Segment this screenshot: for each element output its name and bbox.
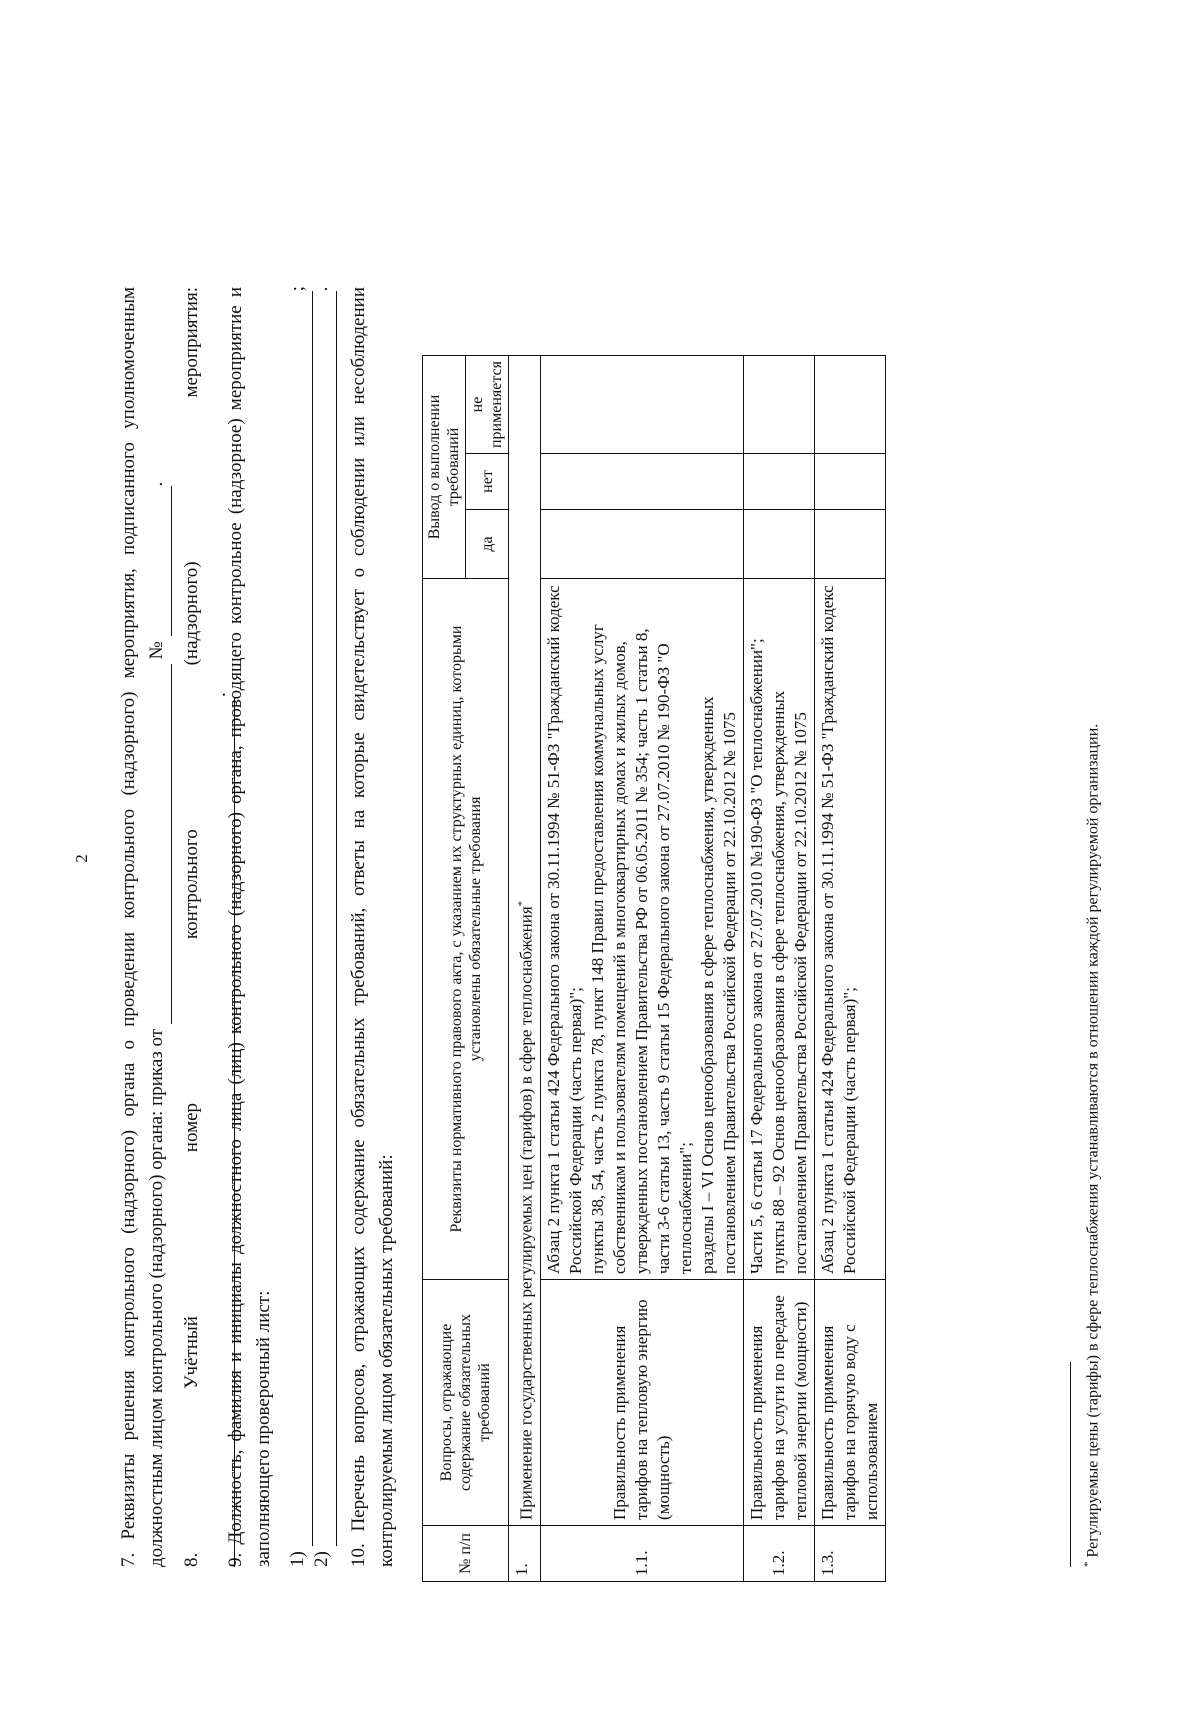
section-title-cell [509, 355, 541, 1525]
row-1-3-no-cell[interactable] [814, 454, 885, 510]
row-1-1-num: 1.1. [540, 1526, 743, 1582]
row-1-1-yes-cell[interactable] [540, 510, 743, 579]
row-1-1-ref-1: Абзац 2 пункта 1 статьи 424 Федерального закона от 30.11.1994 № 51-ФЗ "Гражданский кодекс Российской Федерации (часть первая)"; [543, 585, 585, 1274]
item-8-paragraph: 8. Учётный номер контрольного (надзорного) мероприятия: . [178, 287, 235, 1567]
row-1-2-yes-cell[interactable] [743, 510, 814, 579]
official-line-2: 2) . [308, 287, 337, 1567]
row-1-1-question: Правильность применения тарифов на тепловую энергию (мощность) [540, 1280, 743, 1526]
row-1-3-reference [814, 579, 885, 1280]
official-line-1: 1) ; [284, 286, 313, 1567]
row-1-2-no-cell[interactable] [743, 454, 814, 510]
footnote-mark: * [1082, 1561, 1094, 1567]
row-1-1-ref-2: пункты 38, 54, часть 2 пункта 78, пункт 148 Правил предоставления коммунальных услуг собственникам и пользователям помещений в многоквартирных домах и жилых домов, утвержденных постановлением Правительства РФ от 06.05.2011 № 354; часть 1 статьи 8, части 3-6 статьи 13, часть 9 статьи 15 Федерального закона от 27.07.2010 № 190-ФЗ "О теплоснабжении"; [587, 624, 695, 1274]
row-1-3-question: Правильность применения тарифов на горячую воду с использованием [814, 1280, 885, 1526]
header-question: Вопросы, отражающие содержание обязательных требований [423, 1280, 509, 1526]
row-1-2-ref-1: Части 5, 6 статьи 17 Федерального закона от 27.07.2010 №190-ФЗ "О теплоснабжении"; [746, 638, 766, 1274]
order-number-label: № [146, 641, 167, 660]
section-footnote-mark: * [516, 900, 528, 907]
official-line-1-label: 1) [287, 1551, 308, 1567]
table-row [814, 355, 885, 1581]
footnote-separator [1070, 1362, 1071, 1567]
item-10-text: 10. Перечень вопросов, отражающих содержание обязательных требований, ответы на которые свидетельствует о соблюдении или несоблюдении контролируемым лицом обязательных требований: [348, 287, 397, 1567]
item-9-text: 9. Должность, фамилия и инициалы должностного лица (лиц) контрольного (надзорного) органа, проводящего контрольное (надзорное) мероприятие и заполняющего проверочный лист: [225, 287, 274, 1567]
row-1-1-reference [540, 579, 743, 1280]
header-reference: Реквизиты нормативного правового акта, с указанием их структурных единиц, которыми установлены обязательные требования [423, 579, 509, 1280]
official-line-2-blank [308, 291, 337, 1546]
table-header-row [423, 355, 466, 1581]
row-1-3-num: 1.3. [814, 1526, 885, 1582]
row-1-1-na-cell[interactable] [540, 355, 743, 453]
row-1-1-ref-3: разделы I – VI Основ ценообразования в сфере теплоснабжения, утвержденных постановлением Правительства Российской Федерации от 22.10.2012 № 1075 [697, 696, 739, 1274]
row-1-2-ref-2: пункты 88 – 92 Основ ценообразования в сфере теплоснабжения, утвержденных постановлением Правительства Российской Федерации от 22.10.2012 № 1075 [768, 690, 810, 1274]
row-1-3-ref-1: Абзац 2 пункта 1 статьи 424 Федерального закона от 30.11.1994 № 51-ФЗ "Гражданский кодекс Российской Федерации (часть первая)"; [817, 585, 859, 1274]
page-number: 2 [72, 854, 91, 863]
item-7-text: 7. Реквизиты решения контрольного (надзорного) органа о проведении контрольного (надзорного) мероприятия, подписанного уполномоченным должностным лицом контрольного (надзорного) органа: приказ от [118, 287, 167, 1567]
order-date-blank [143, 664, 172, 1024]
official-line-2-label: 2) [311, 1551, 332, 1567]
row-1-3-na-cell[interactable] [814, 355, 885, 453]
row-1-2-num: 1.2. [743, 1526, 814, 1582]
section-row [509, 355, 541, 1581]
order-number-blank [143, 487, 172, 637]
row-1-2-na-cell[interactable] [743, 355, 814, 453]
header-yes: да [466, 510, 509, 579]
table-row [743, 355, 814, 1581]
footnote [1082, 724, 1102, 1567]
header-conclusion: Вывод о выполнении требований [423, 355, 466, 578]
section-title: Применение государственных регулируемых цен (тарифов) в сфере теплоснабжения [516, 906, 536, 1520]
item-8-text: 8. Учётный номер контрольного (надзорного) мероприятия: [181, 287, 202, 1567]
header-num: № п/п [423, 1526, 509, 1582]
row-1-3-yes-cell[interactable] [814, 510, 885, 579]
section-num: 1. [509, 1526, 541, 1582]
requirements-table [422, 355, 886, 1582]
row-1-1-no-cell[interactable] [540, 454, 743, 510]
table-row [540, 355, 743, 1581]
item-9-paragraph [222, 287, 278, 1567]
footnote-text: Регулируемые цены (тарифы) в сфере теплоснабжения устанавливаются в отношении каждой регулируемой организации. [1084, 723, 1102, 1558]
header-no: нет [466, 454, 509, 510]
header-not-applicable: не применяется [466, 355, 509, 453]
row-1-2-reference [743, 579, 814, 1280]
row-1-2-question: Правильность применения тарифов на услуги по передаче тепловой энергии (мощности) [743, 1280, 814, 1526]
item-7-paragraph: 7. Реквизиты решения контрольного (надзорного) органа о проведении контрольного (надзорного) мероприятия, подписанного уполномоченным должностным лицом контрольного (надзорного) органа: приказ от № . [115, 287, 172, 1567]
item-10-paragraph [345, 287, 401, 1567]
